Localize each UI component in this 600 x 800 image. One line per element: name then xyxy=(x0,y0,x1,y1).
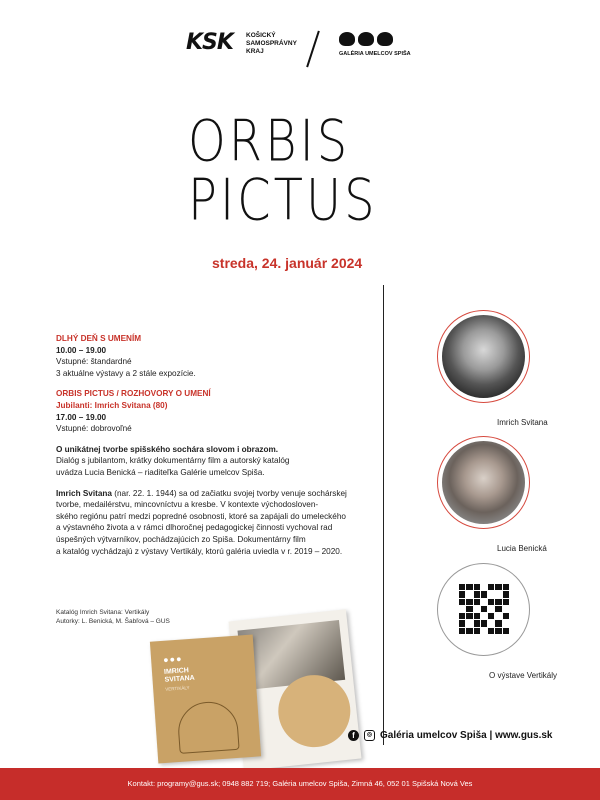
portrait-lucia-benicka xyxy=(437,436,530,529)
social-links xyxy=(348,730,553,741)
program-1-time: 10.00 – 19.00 xyxy=(56,345,107,355)
column-divider xyxy=(383,285,384,745)
ksk-logo: KSK xyxy=(186,30,233,55)
ksk-logo-text: KOŠICKÝ SAMOSPRÁVNY KRAJ xyxy=(246,32,297,55)
event-date: streda, 24. január 2024 xyxy=(212,255,363,271)
bio-paragraph: Imrich Svitana (nar. 22. 1. 1944) sa od začiatku svojej tvorby venuje sochárskej tvorbe, medailérstvu, mincovníctvu a kresbe. V kontexte východosloven- ského regiónu patrí medzi popredné osobnosti, ktoré sa zapájali do umeleckého a výstavného života a v rámci dlhoročnej pedagogickej činnosti vychoval rad úspešných výtvarníkov, pochádzajúcich zo Spiša. Dokumentárny film a katalóg vychádzajú z výstavy Vertikály, ktorú galéria uviedla v r. 2019 – 2020. xyxy=(56,488,347,556)
contact-footer: Kontakt: programy@gus.sk; 0948 882 719; Galéria umelcov Spiša, Zimná 46, 052 01 Spišská Nová Ves xyxy=(0,768,600,800)
catalog-note: Katalóg Imrich Svitana: Vertikály Autorky: L. Benická, M. Šabľová – GUS xyxy=(56,609,170,625)
portrait-caption-1: Imrich Svitana xyxy=(497,418,548,427)
facebook-icon[interactable]: f xyxy=(348,730,359,741)
instagram-icon[interactable]: ◎ xyxy=(364,730,375,741)
program-1-note: 3 aktuálne výstavy a 2 stále expozície. xyxy=(56,368,196,378)
program-text xyxy=(56,333,378,557)
bio-name: Imrich Svitana xyxy=(56,488,112,498)
catalog-cover-image xyxy=(150,635,261,764)
qr-code[interactable] xyxy=(459,584,509,634)
qr-caption: O výstave Vertikály xyxy=(489,671,558,680)
program-1-entry: Vstupné: štandardné xyxy=(56,357,132,367)
intro-line: uvádza Lucia Benická – riaditeľka Galérie umelcov Spiša. xyxy=(56,467,265,477)
portrait-caption-2: Lucia Benická xyxy=(497,544,547,553)
cover-title: IMRICH SVITANA xyxy=(163,667,195,684)
cover-logo: ●●● xyxy=(162,653,183,665)
program-2-heading: ORBIS PICTUS / ROZHOVORY O UMENÍ xyxy=(56,389,211,399)
portrait-imrich-svitana xyxy=(437,310,530,403)
program-2-time: 17.00 – 19.00 xyxy=(56,412,107,422)
gus-logo-text: GALÉRIA UMELCOV SPIŠA xyxy=(339,51,411,57)
cover-subtitle: VERTIKÁLY xyxy=(165,685,190,692)
program-2-entry: Vstupné: dobrovoľné xyxy=(56,424,132,434)
intro-line: Dialóg s jubilantom, krátky dokumentárny film a autorský katalóg xyxy=(56,456,290,466)
cover-sculpture-drawing xyxy=(176,700,239,754)
program-1-heading: DLHÝ DEŇ S UMENÍM xyxy=(56,334,142,343)
gallery-website[interactable]: Galéria umelcov Spiša | www.gus.sk xyxy=(380,730,553,741)
intro-lead: O unikátnej tvorbe spišského sochára slovom i obrazom. xyxy=(56,444,279,454)
portrait-photo xyxy=(442,441,525,524)
header-logos xyxy=(0,28,600,68)
program-2-subheading: Jubilanti: Imrich Svitana (80) xyxy=(56,400,168,410)
logo-divider xyxy=(306,31,320,68)
gus-logo xyxy=(339,32,393,46)
portrait-photo xyxy=(442,315,525,398)
event-title: ORBIS PICTUS xyxy=(188,108,378,234)
